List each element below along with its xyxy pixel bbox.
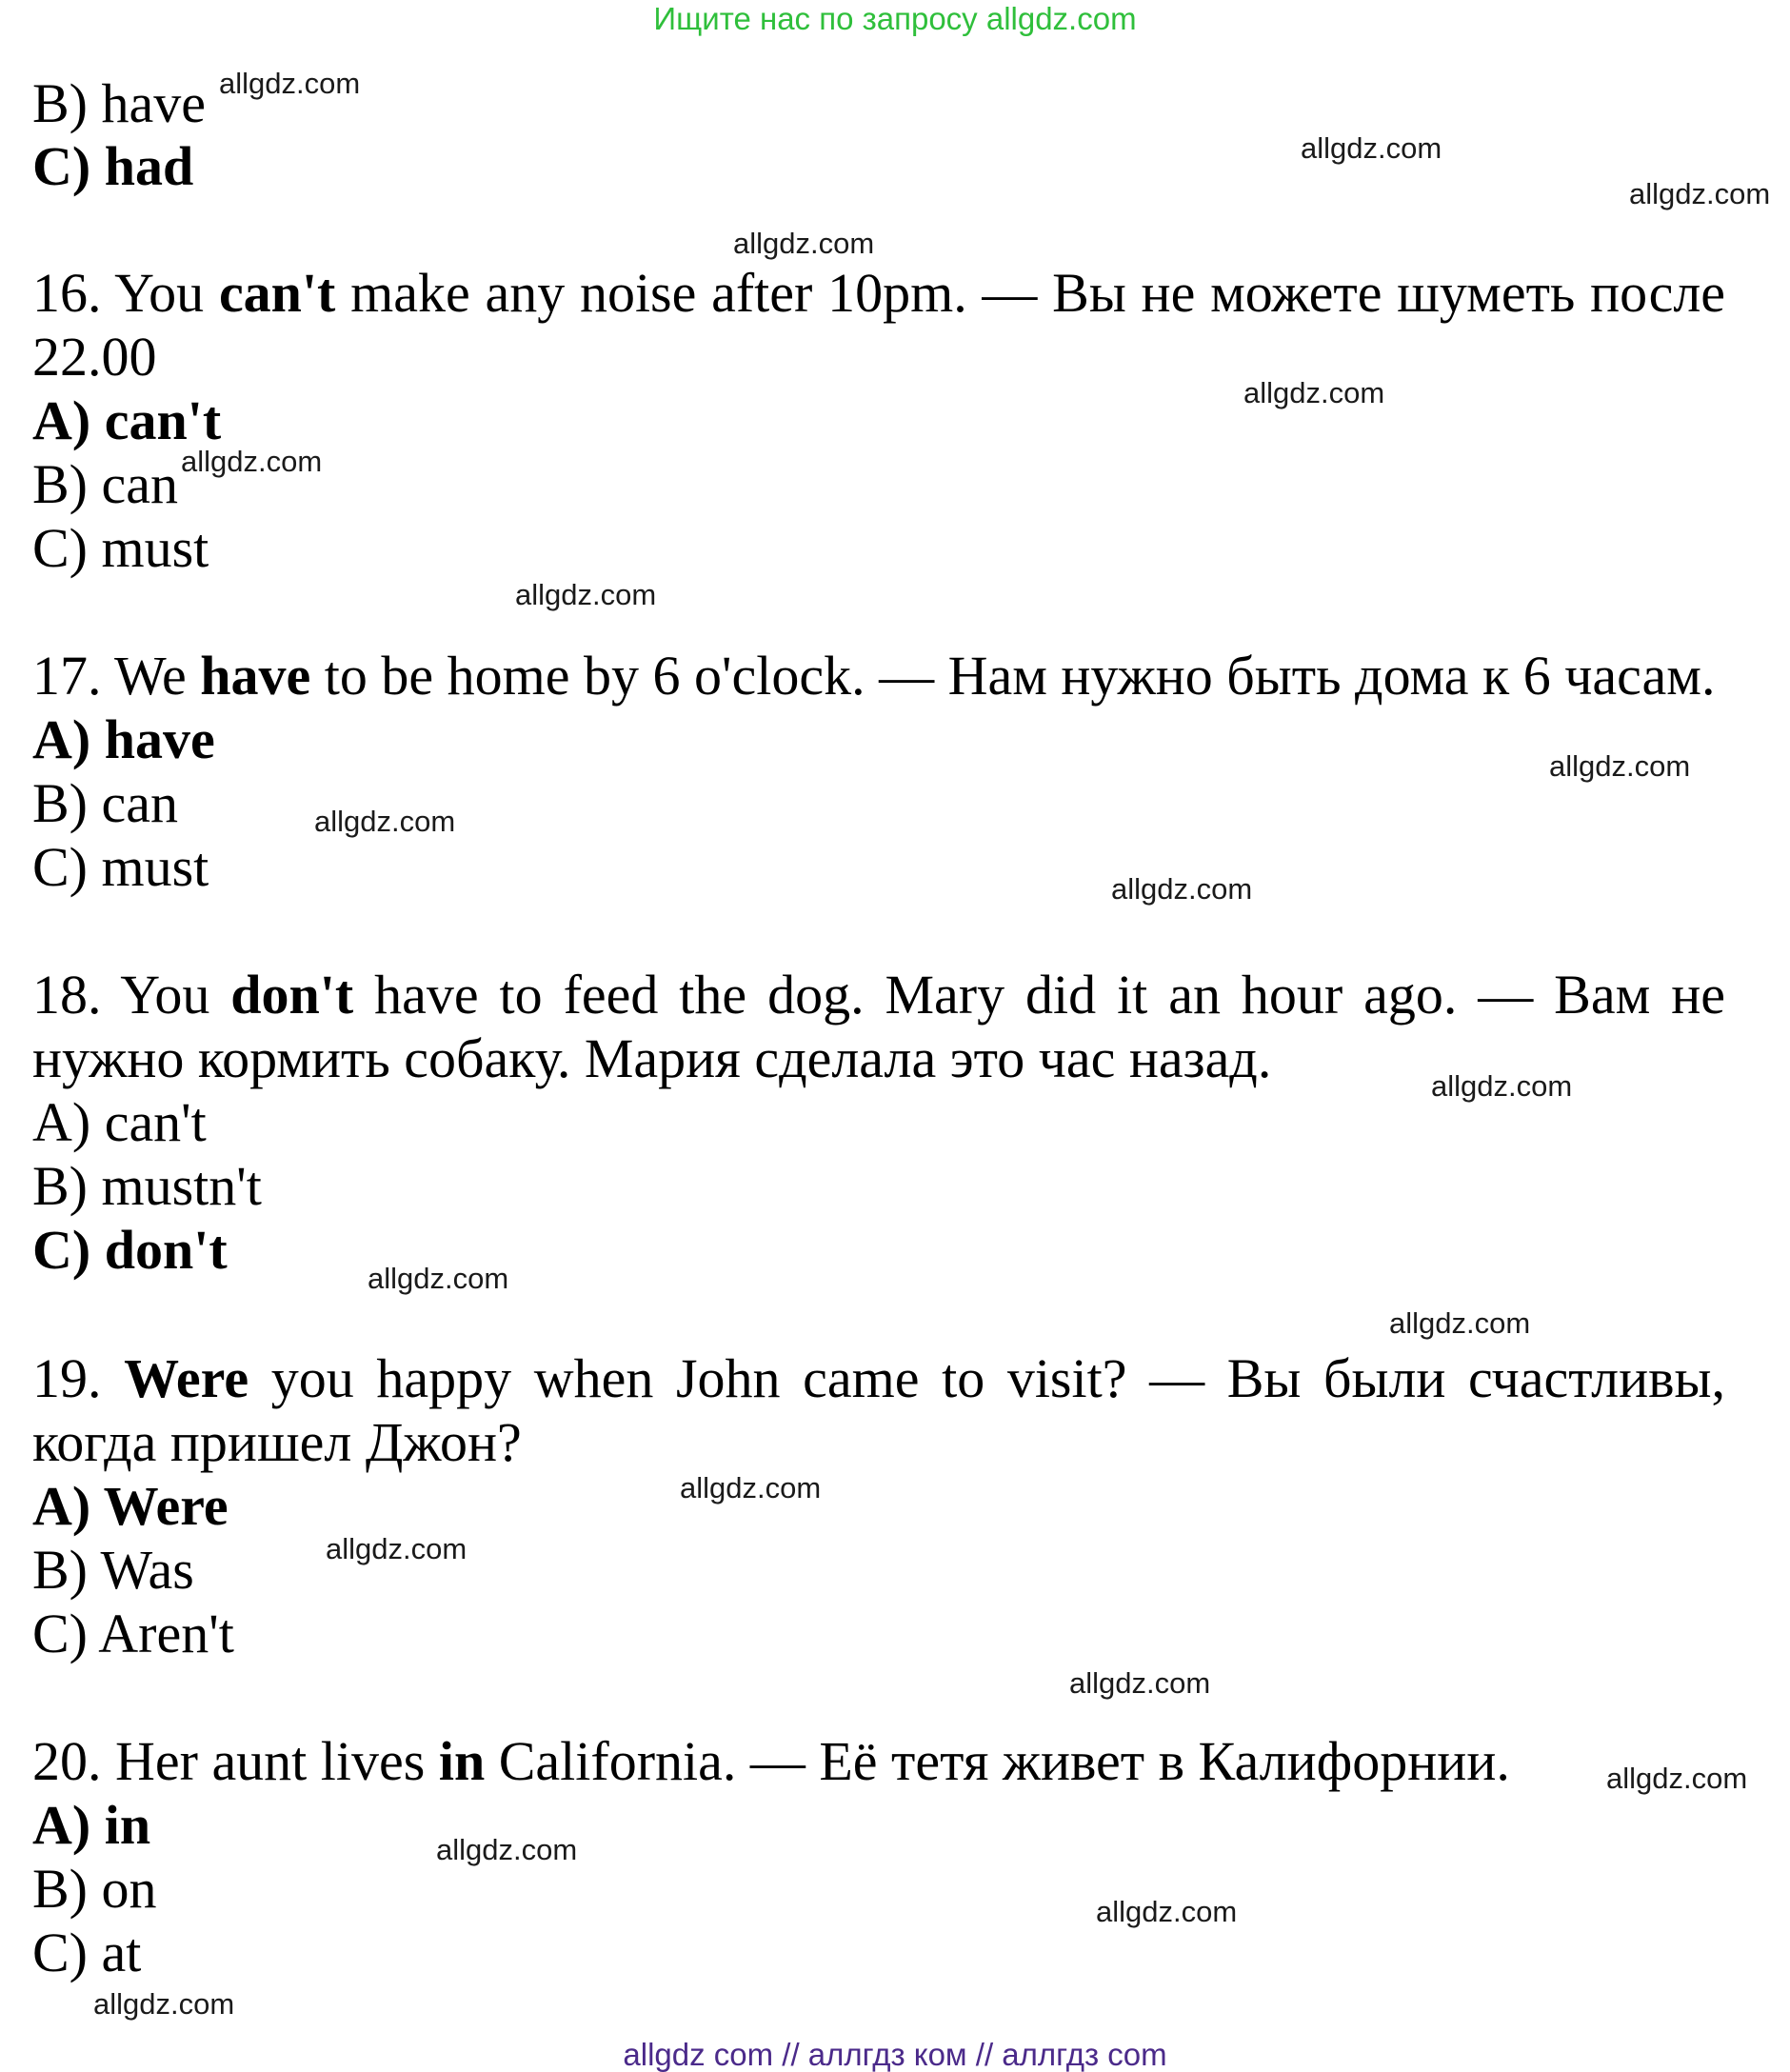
watermark: allgdz.com [1549, 749, 1691, 783]
question-key-word: Were [124, 1347, 249, 1409]
question-before: We [113, 645, 187, 707]
watermark: allgdz.com [1243, 376, 1385, 409]
prev-option-b: B) have [32, 72, 206, 134]
watermark: allgdz.com [314, 805, 456, 838]
question-19-option-a-answer [32, 1474, 229, 1538]
prev-option-c-answer [32, 134, 193, 198]
question-18-option-a: A) can't [32, 1091, 207, 1153]
watermark: allgdz.com [1069, 1666, 1211, 1700]
watermark: allgdz.com [1096, 1895, 1238, 1928]
question-17-option-b: B) can [32, 772, 178, 834]
question-after: have to feed the dog. Mary did it an hour ago. — Вам не нужно кормить собаку. Мария сделала это час назад. [32, 964, 1725, 1089]
watermark: allgdz.com [733, 227, 875, 260]
watermark: allgdz.com [436, 1833, 578, 1866]
answer-text: C) don't [32, 1219, 228, 1281]
watermark: allgdz.com [1606, 1762, 1748, 1795]
answer-text: A) have [32, 708, 215, 770]
watermark: allgdz.com [1431, 1069, 1573, 1103]
watermark: allgdz.com [181, 445, 323, 478]
question-key-word: have [200, 645, 311, 707]
watermark: allgdz.com [219, 67, 361, 100]
question-16-option-b: B) can [32, 453, 178, 515]
watermark: allgdz.com [93, 1987, 235, 2021]
answer-text: A) Were [32, 1475, 229, 1537]
question-before: Her aunt lives [115, 1730, 426, 1792]
question-after: you happy when John came to visit? — Вы были счастливы, когда пришел Джон? [32, 1347, 1726, 1473]
question-number: 17. [32, 645, 102, 707]
question-before: You [114, 262, 205, 324]
search-banner: Ищите нас по запросу allgdz.com [653, 1, 1137, 36]
question-after: make any noise after 10pm. — Вы не можете шуметь после 22.00 [32, 262, 1726, 388]
question-17-text [32, 644, 1716, 707]
watermark: allgdz.com [680, 1471, 822, 1504]
watermark: allgdz.com [326, 1532, 467, 1565]
watermark: allgdz.com [515, 578, 657, 611]
answer-text: C) had [32, 135, 194, 197]
question-before: You [120, 964, 210, 1026]
question-17-option-c: C) must [32, 836, 209, 898]
question-16-text [32, 261, 1725, 388]
question-17-option-a-answer [32, 707, 215, 771]
footer-links: allgdz com // аллгдз ком // аллгдз com [623, 2037, 1167, 2072]
answer-text: A) in [32, 1794, 151, 1856]
watermark: allgdz.com [1111, 872, 1253, 906]
question-18-option-c-answer [32, 1218, 228, 1282]
question-after: California. — Её тетя живет в Калифорнии. [498, 1730, 1510, 1792]
answer-text: A) can't [32, 389, 222, 451]
watermark: allgdz.com [368, 1262, 509, 1295]
question-19-option-c: C) Aren't [32, 1603, 234, 1664]
question-key-word: don't [230, 964, 354, 1026]
watermark: allgdz.com [1389, 1306, 1531, 1340]
question-19-text [32, 1346, 1725, 1474]
question-20-option-b: B) on [32, 1858, 157, 1920]
question-19-option-b: B) Was [32, 1539, 194, 1601]
question-20-text [32, 1729, 1510, 1793]
question-20-option-a-answer [32, 1793, 150, 1857]
question-number: 16. [32, 262, 102, 324]
watermark: allgdz.com [1301, 131, 1442, 165]
watermark: allgdz.com [1629, 177, 1771, 210]
question-after: to be home by 6 o'clock. — Нам нужно быть дома к 6 часам. [324, 645, 1716, 707]
question-number: 20. [32, 1730, 102, 1792]
question-number: 18. [32, 964, 102, 1026]
question-18-option-b: B) mustn't [32, 1155, 262, 1217]
question-16-option-c: C) must [32, 517, 209, 579]
question-number: 19. [32, 1347, 102, 1409]
question-20-option-c: C) at [32, 1922, 142, 1983]
question-16-option-a-answer [32, 388, 221, 452]
question-key-word: can't [218, 262, 336, 324]
question-key-word: in [438, 1730, 486, 1792]
